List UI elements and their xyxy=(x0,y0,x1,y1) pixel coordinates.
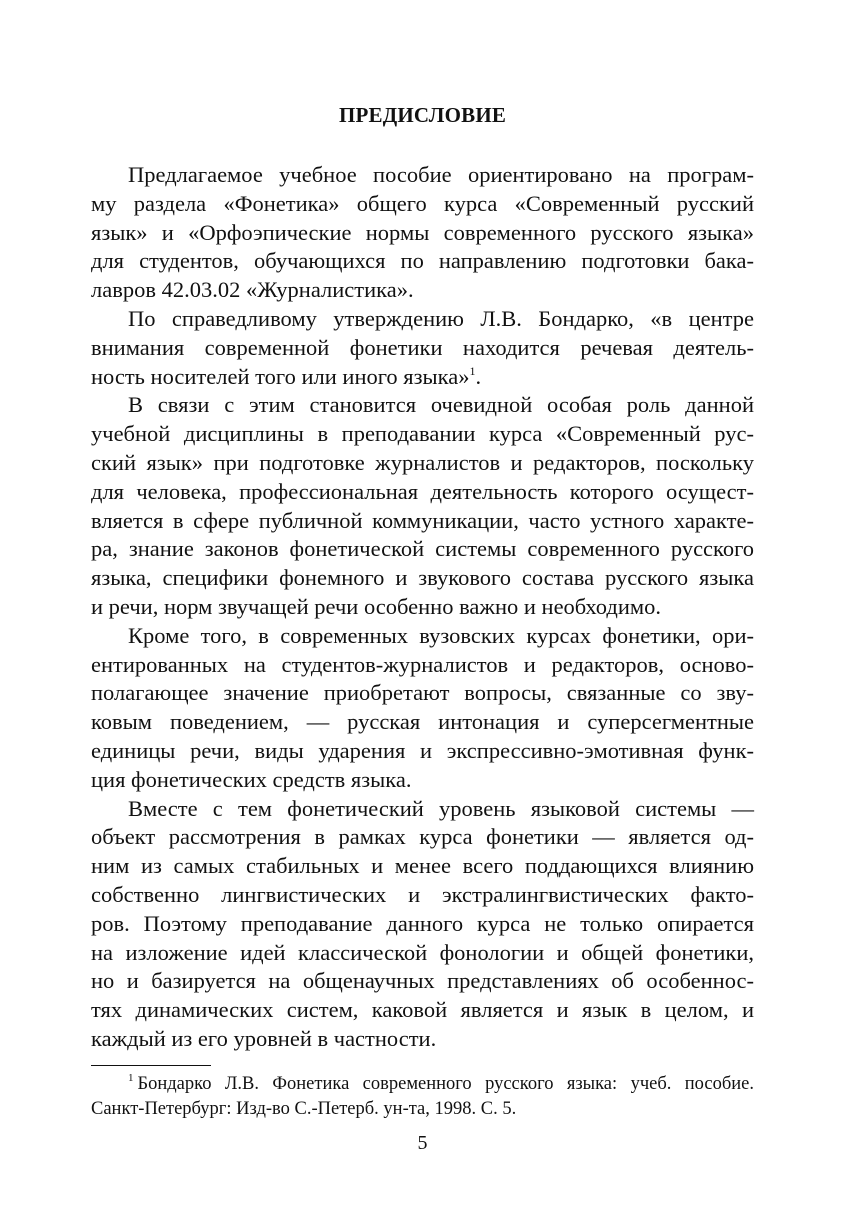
text-line: каждый из его уровней в частности. xyxy=(91,1025,437,1051)
text-line: для человека, профессиональная деятельность которого осущест- xyxy=(91,478,754,504)
text-line: собственно лингвистических и экстралингвистических факто- xyxy=(91,881,754,907)
text-line: В связи с этим становится очевидной особая роль данной xyxy=(128,392,754,418)
text-line: вляется в сфере публичной коммуникации, часто устного характе- xyxy=(91,507,754,533)
text-line: ковым поведением, — русская интонация и суперсегментные xyxy=(91,709,754,735)
text-line: полагающее значение приобретают вопросы, связанные со зву- xyxy=(91,680,754,706)
page-number: 5 xyxy=(417,1132,428,1154)
footnote-marker: 1 xyxy=(128,1072,134,1084)
footnote-text: Бондарко Л.В. Фонетика современного русского языка: учеб. пособие. xyxy=(137,1074,754,1094)
text-line: Вместе с тем фонетический уровень языковой системы — xyxy=(128,795,754,821)
paragraph-1 xyxy=(91,161,754,305)
text-fragment: ность носителей того или иного языка» xyxy=(91,363,470,389)
text-line: тях динамических систем, каковой является и язык в целом, и xyxy=(91,997,754,1023)
text-line-with-footnote xyxy=(91,363,754,392)
paragraph-2 xyxy=(91,305,754,391)
text-line: и речи, норм звучащей речи особенно важно и необходимо. xyxy=(91,593,661,619)
body-text xyxy=(91,161,754,1054)
text-line: на изложение идей классической фонологии и общей фонетики, xyxy=(91,939,754,965)
footnote-line: Санкт-Петербург: Изд-во С.-Петерб. ун-та, 1998. С. 5. xyxy=(91,1098,517,1119)
footnote-line xyxy=(91,1072,754,1097)
text-line: но и базируется на общенаучных представлениях об особеннос- xyxy=(91,968,754,994)
text-line: языка, специфики фонемного и звукового состава русского языка xyxy=(91,565,754,591)
document-page xyxy=(91,0,754,1229)
paragraph-4 xyxy=(91,622,754,795)
text-line: единицы речи, виды ударения и экспрессивно-эмотивная функ- xyxy=(91,737,754,763)
footnote-divider xyxy=(91,1065,211,1066)
text-line: ров. Поэтому преподавание данного курса не только опирается xyxy=(91,910,754,936)
paragraph-5 xyxy=(91,795,754,1054)
text-fragment: . xyxy=(475,363,482,389)
footnote xyxy=(91,1072,754,1121)
text-line: Кроме того, в современных вузовских курсах фонетики, ори- xyxy=(128,622,754,648)
page-title: ПРЕДИСЛОВИЕ xyxy=(338,103,507,127)
text-line: ский язык» при подготовке журналистов и редакторов, поскольку xyxy=(91,449,754,475)
text-line: Предлагаемое учебное пособие ориентировано на програм- xyxy=(128,162,754,187)
text-line: учебной дисциплины в преподавании курса «Современный рус- xyxy=(91,421,754,447)
text-line: объект рассмотрения в рамках курса фонетики — является од- xyxy=(91,824,754,850)
text-line: лавров 42.03.02 «Журналистика». xyxy=(91,277,414,303)
text-line: ним из самых стабильных и менее всего поддающихся влиянию xyxy=(91,853,754,879)
text-line: для студентов, обучающихся по направлению подготовки бака- xyxy=(91,248,754,274)
text-line: ра, знание законов фонетической системы современного русского xyxy=(91,536,754,562)
footnote-reference: 1 xyxy=(469,363,476,378)
text-line: ентированных на студентов-журналистов и редакторов, осново- xyxy=(91,651,754,677)
text-line: му раздела «Фонетика» общего курса «Современный русский xyxy=(91,190,754,216)
paragraph-3 xyxy=(91,391,754,621)
text-line: внимания современной фонетики находится речевая деятель- xyxy=(91,334,754,360)
text-line: язык» и «Орфоэпические нормы современного русского языка» xyxy=(91,219,754,245)
text-line: ция фонетических средств языка. xyxy=(91,766,412,792)
text-line: По справедливому утверждению Л.В. Бондарко, «в центре xyxy=(128,305,754,331)
